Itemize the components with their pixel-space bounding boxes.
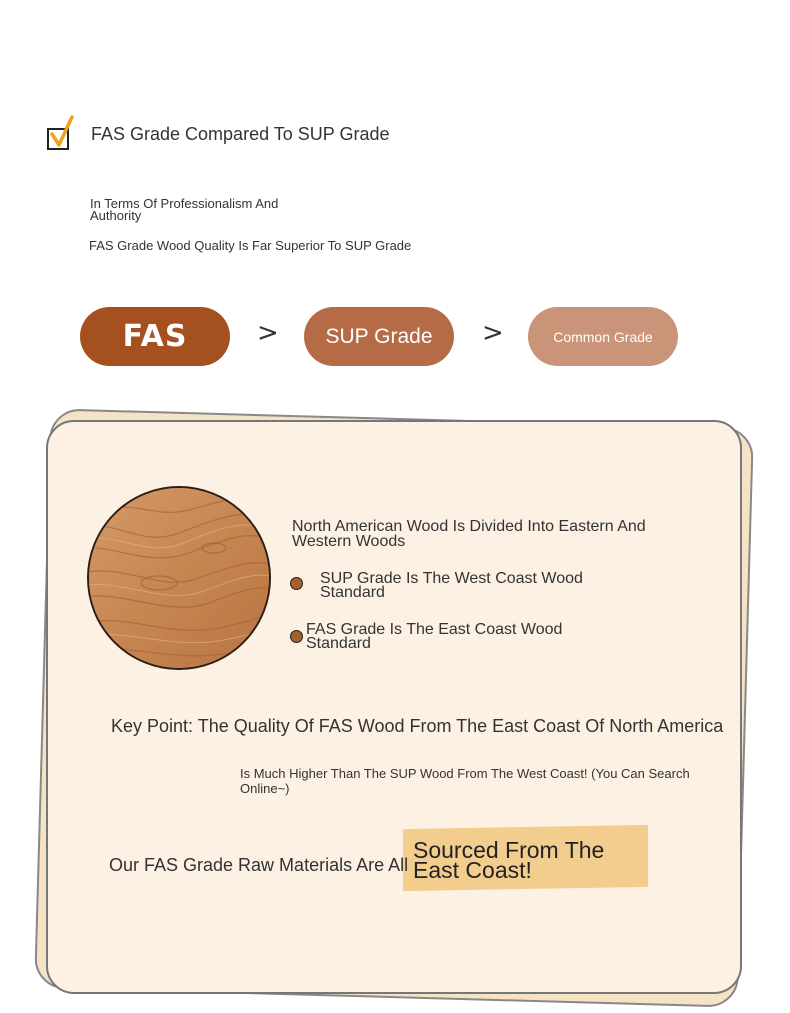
wood-heading: North American Wood Is Divided Into Eastern And Western Woods — [292, 518, 646, 550]
grade-pill-common: Common Grade — [528, 307, 678, 366]
bullet-text-west: SUP Grade Is The West Coast Wood Standard — [320, 570, 583, 601]
bullet-dot-icon — [290, 577, 303, 590]
highlight-text: Sourced From The East Coast! — [413, 837, 605, 883]
grade-pill-fas: FAS — [80, 307, 230, 366]
key-point-detail: Is Much Higher Than The SUP Wood From The West Coast! (You Can Search Online~) — [240, 766, 690, 796]
grade-pill-sup: SUP Grade — [304, 307, 454, 366]
page-title: FAS Grade Compared To SUP Grade — [91, 124, 390, 144]
intro-heading: In Terms Of Professionalism And Authority — [90, 196, 279, 223]
raw-materials-text: Our FAS Grade Raw Materials Are All — [109, 855, 409, 875]
wood-grain-image — [87, 486, 271, 670]
checkmark-icon — [48, 114, 74, 150]
bullet-text-east: FAS Grade Is The East Coast Wood Standard — [306, 621, 563, 652]
intro-statement: FAS Grade Wood Quality Is Far Superior To SUP Grade — [89, 238, 412, 253]
greater-than-sign: > — [482, 318, 504, 348]
bullet-dot-icon — [290, 630, 303, 643]
wood-grain-icon — [89, 488, 269, 668]
key-point-text: Key Point: The Quality Of FAS Wood From The East Coast Of North America — [111, 716, 724, 736]
greater-than-sign: > — [257, 318, 279, 348]
